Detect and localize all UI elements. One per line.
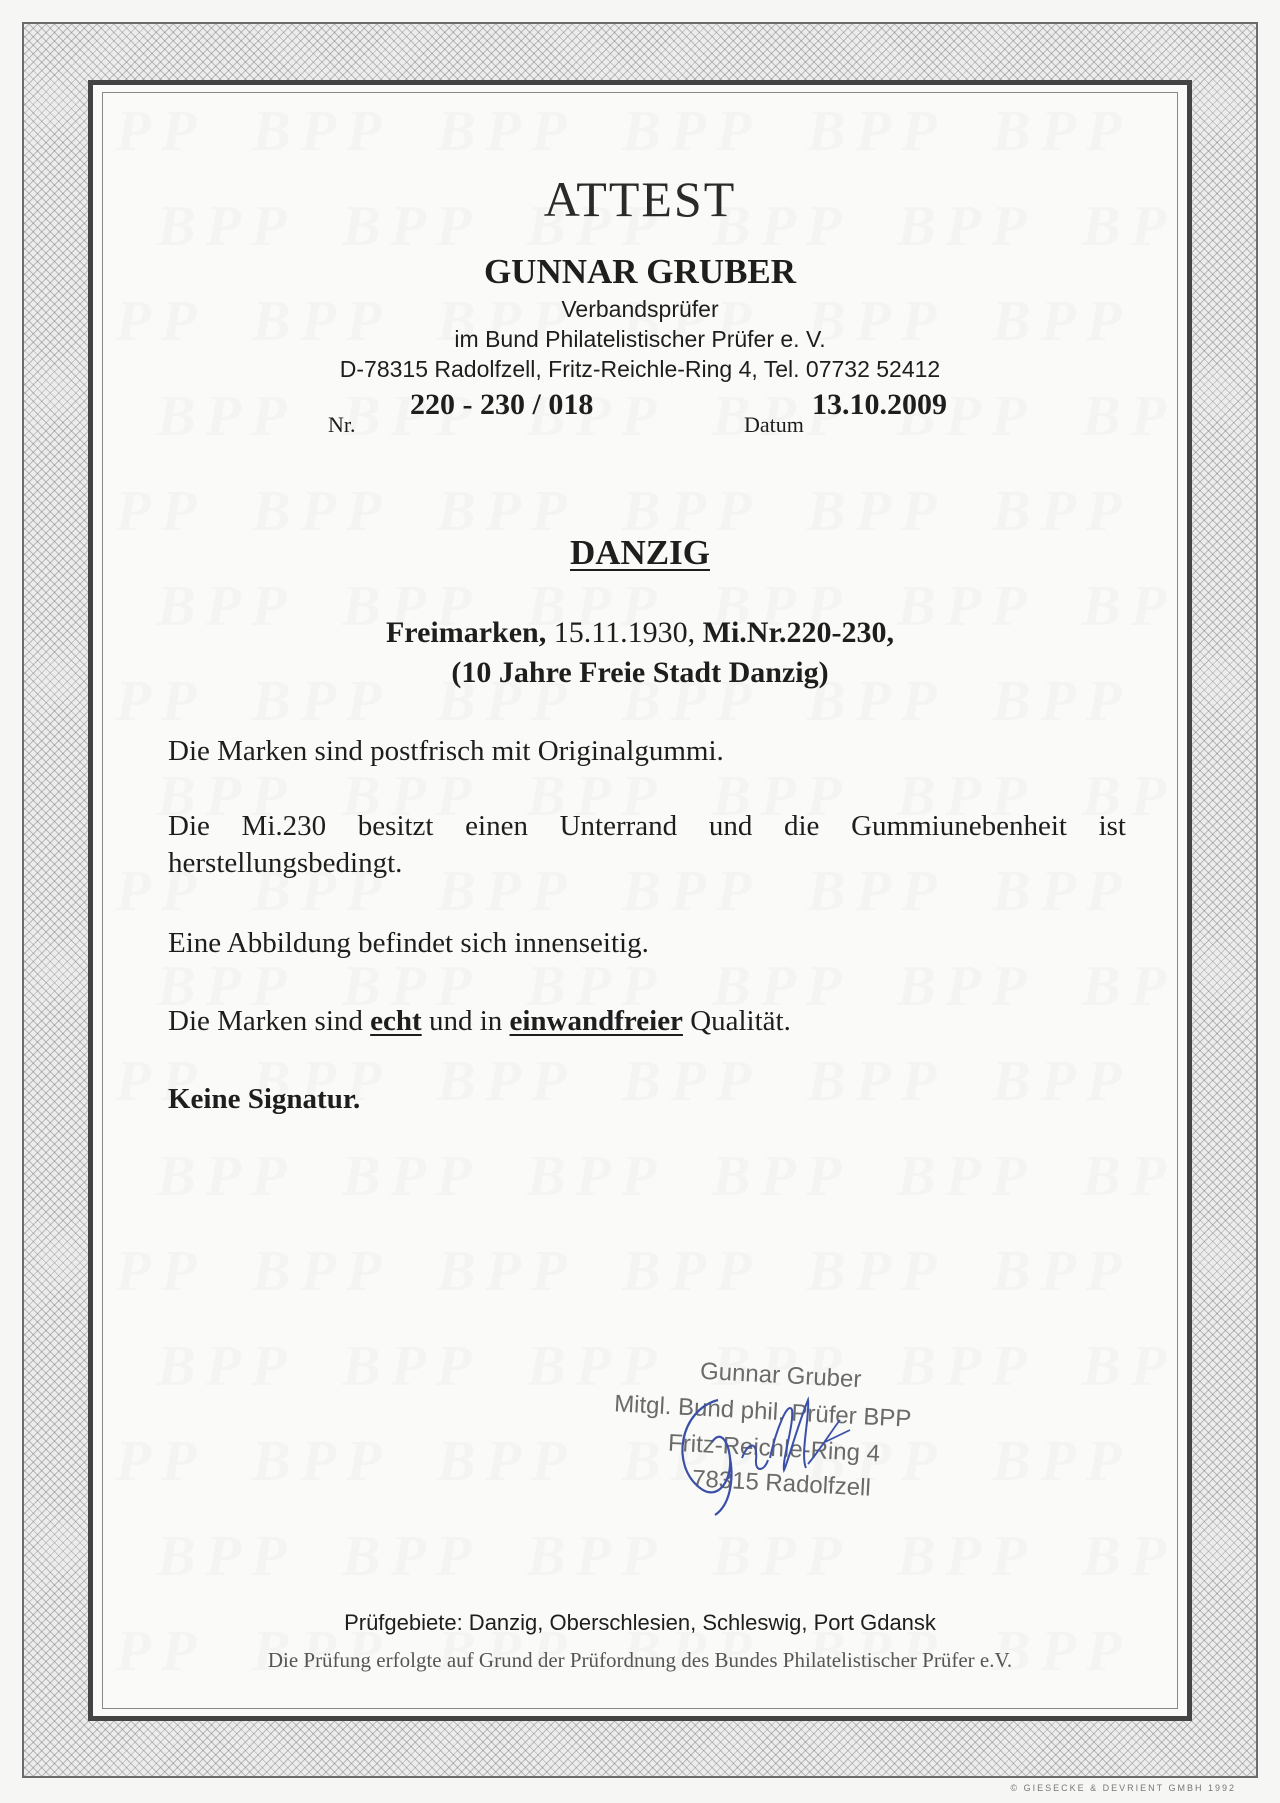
printer-imprint: © GIESECKE & DEVRIENT GMBH 1992 (1010, 1783, 1236, 1793)
issue-subtitle: (10 Jahre Freie Stadt Danzig) (451, 656, 829, 689)
statement-gum: Die Marken sind postfrisch mit Originalgummi. (168, 735, 724, 767)
watermark-mark (897, 1522, 1037, 1589)
examination-areas: Prüfgebiete: Danzig, Oberschlesien, Schleswig, Port Gdansk (344, 1610, 936, 1635)
stamp-line-membership: Mitgl. Bund phil. Prüfer BPP (613, 1390, 912, 1433)
watermark-mark (157, 1332, 297, 1399)
watermark-mark (992, 1427, 1132, 1494)
stamp-line-name: Gunnar Gruber (699, 1357, 863, 1394)
statement-margin: Die Mi.230 besitzt einen Unterrand und die Gummiunebenheit ist herstellungsbedingt. (168, 810, 1126, 879)
watermark-mark (107, 1237, 207, 1304)
watermark-mark (992, 1237, 1132, 1304)
issue-line (140, 616, 1140, 650)
country-heading (140, 533, 1140, 573)
genuine-keyword: echt (370, 1005, 422, 1037)
watermark-mark (1082, 1332, 1173, 1399)
date-label: Datum (744, 412, 804, 437)
examiner-address: D-78315 Radolfzell, Fritz-Reichle-Ring 4, Tel. 07732 52412 (339, 356, 941, 382)
stamp-line-street: Fritz-Reichle-Ring 4 (667, 1429, 881, 1468)
handwritten-signature (660, 1370, 920, 1520)
certificate-title: ATTEST (543, 171, 737, 227)
watermark-mark (897, 1142, 1037, 1209)
watermark-mark (712, 1142, 852, 1209)
examiner-role: Verbandsprüfer (561, 296, 719, 322)
watermark-mark (622, 97, 762, 164)
stamp-line-city: 78315 Radolfzell (691, 1465, 872, 1502)
genuine-text-2: und in (421, 1005, 510, 1037)
watermark-mark (252, 1427, 392, 1494)
statement-illustration: Eine Abbildung befindet sich innenseitig. (168, 927, 649, 959)
watermark-mark (157, 1522, 297, 1589)
examination-basis: Die Prüfung erfolgte auf Grund der Prüfordnung des Bundes Philatelistischer Prüfer e.V. (267, 1648, 1013, 1672)
watermark-mark (437, 97, 577, 164)
watermark-mark (252, 1237, 392, 1304)
watermark-mark (437, 1237, 577, 1304)
watermark-mark (527, 1332, 667, 1399)
statement-signature: Keine Signatur. (168, 1083, 361, 1115)
association-name: im Bund Philatelistischer Prüfer e. V. (454, 326, 826, 352)
certificate-date: 13.10.2009 (812, 388, 947, 421)
watermark-mark (342, 1142, 482, 1209)
watermark-mark (712, 1522, 852, 1589)
watermark-mark (527, 1142, 667, 1209)
catalogue-numbers: Mi.Nr.220-230, (702, 616, 894, 649)
watermark-mark (252, 97, 392, 164)
issue-type: Freimarken, (385, 616, 547, 649)
genuine-text-1: Die Marken sind (168, 1005, 371, 1037)
certificate-number: 220 - 230 / 018 (410, 388, 594, 421)
watermark-mark (622, 1237, 762, 1304)
watermark-mark (107, 1427, 207, 1494)
watermark-mark (1082, 1522, 1173, 1589)
issue-date: 15.11.1930, (546, 616, 703, 649)
watermark-mark (342, 1332, 482, 1399)
watermark-mark (107, 97, 207, 164)
watermark-mark (992, 97, 1132, 164)
watermark-mark (807, 1237, 947, 1304)
watermark-mark (437, 1427, 577, 1494)
quality-keyword: einwandfreier (509, 1005, 683, 1037)
watermark-mark (157, 382, 297, 449)
watermark-mark (1082, 1142, 1173, 1209)
examiner-name: GUNNAR GRUBER (483, 252, 797, 291)
statement-genuine (168, 1003, 1126, 1040)
watermark-mark (807, 97, 947, 164)
genuine-text-3: Qualität. (682, 1005, 791, 1037)
watermark-mark (1082, 382, 1173, 449)
watermark-mark (157, 1142, 297, 1209)
watermark-mark (342, 1522, 482, 1589)
country-heading-text: DANZIG (569, 533, 711, 572)
watermark-mark (527, 1522, 667, 1589)
number-label: Nr. (328, 412, 356, 437)
